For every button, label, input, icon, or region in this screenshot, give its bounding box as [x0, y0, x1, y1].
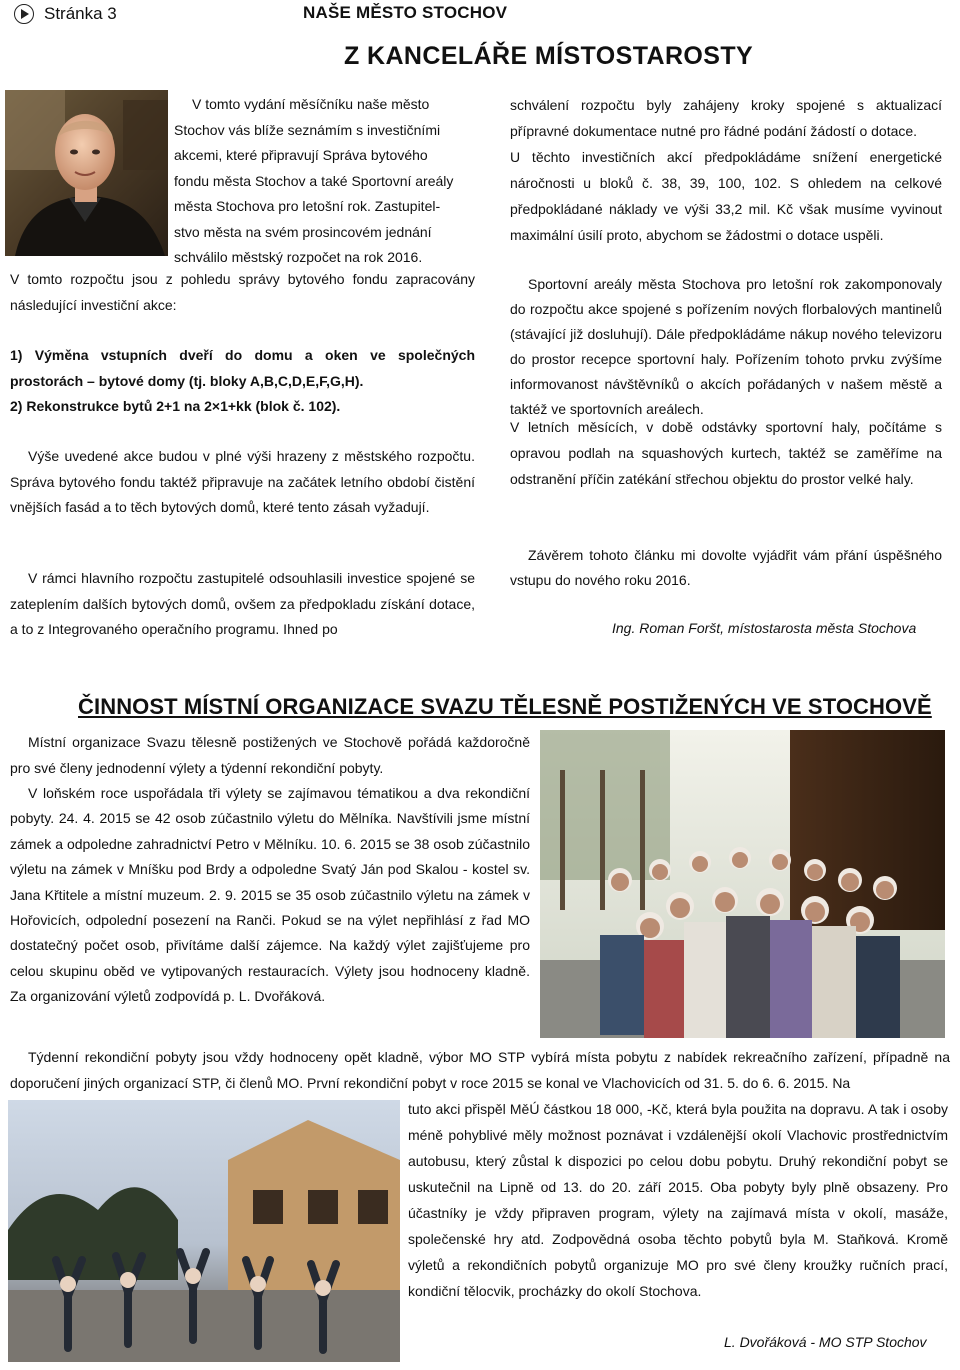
intro-line: akcemi, které připravují Správa bytového — [174, 147, 428, 163]
article-title: ČINNOST MÍSTNÍ ORGANIZACE SVAZU TĚLESNĚ POSTIŽENÝCH VE STOCHOVĚ — [78, 694, 932, 719]
running-head: NAŠE MĚSTO STOCHOV — [303, 3, 508, 22]
deputy-right-paragraph-2: U těchto investičních akcí předpokládáme snížení energetické náročnosti u bloků č. 38, 39, 100, 102. S ohledem na celkové předpokládané náklady ve výši 33,2 mil. Kč však musíme vyvinout maximální úsilí proto, abychom se žádostmi o dotace uspěli. — [510, 149, 942, 243]
page-marker — [14, 4, 117, 24]
play-icon — [14, 4, 34, 24]
deputy-insulation-paragraph: V rámci hlavního rozpočtu zastupitelé odsouhlasili investice spojené se zateplením dalších bytových domů, ovšem za předpokladu získání dotace, a to z Integrovaného operačního programu. Ihned po — [10, 570, 475, 637]
stp-paragraph-1: Místní organizace Svazu tělesně postižených ve Stochově pořádá každoročně pro své členy jednodenní výlety a týdenní rekondiční pobyty. — [10, 734, 530, 776]
stp-paragraph-3-continued: tuto akci přispěl MěÚ částkou 18 000, -Kč, která byla použita na dopravu. A tak i osoby méně pohyblivé měly možnost poznávat i vzdálenější okolí Vlachovic prostřednictvím autobusu, který zůstal k dispozici po celou dobu pobytu. Druhý rekondiční pobyt se uskutečnil na Lipně od 13. do 20. září 2015. Oba pobyty byly plně obsazeny. Pro účastníky je vždy připraven program, výlety na zajímavá místa v okolí, masáže, společenské hry atd. Zodpovědná osoba těchto pobytů byla M. Staňková. Kromě výletů a rekondičních pobytů organizuje MO pro své členy kroužky ručních prací, kondiční tělocvik, procházky do okolí Stochova. — [408, 1101, 948, 1299]
intro-line: stvo města na svém prosincovém jednání — [174, 223, 432, 240]
deputy-intro-rest: V tomto rozpočtu jsou z pohledu správy bytového fondu zapracovány následující investiční akce: — [10, 271, 475, 313]
intro-line: Stochov vás blíže seznámím s investičními — [174, 121, 441, 138]
deputy-right-paragraph-3: Sportovní areály města Stochova pro letošní rok zakomponovaly do rozpočtu akce spojené s pořízením nových florbalových mantinelů (stávající již dosluhují). Dále předpokládáme nákup nového televizoru do prostor recepce sportovní haly. Pořízením tohoto prvku zvýšíme informovanost návštěvníků o akcích pořádaných v našem městě a taktéž ve sportovních areálech. — [510, 276, 942, 417]
deputy-funding-paragraph: Výše uvedené akce budou v plné výši hrazeny z městského rozpočtu. Správa bytového fondu taktéž připravuje na začátek letního období čistění vnějších fasád a to těch bytových domů, které tento zásah vyžadují. — [10, 448, 475, 515]
intro-line: V tomto vydání měsíčníku naše město — [192, 96, 430, 112]
intro-line: schválilo městský rozpočet na rok 2016. — [174, 249, 423, 265]
investment-action-2: 2) Rekonstrukce bytů 2+1 na 2×1+kk (blok č. 102). — [10, 398, 341, 414]
intro-line: města Stochova pro letošní rok. Zastupitel- — [174, 198, 441, 214]
deputy-signature: Ing. Roman Foršt, místostarosta města Stochova — [612, 620, 917, 636]
stp-signature: L. Dvořáková - MO STP Stochov — [724, 1334, 927, 1350]
deputy-right-paragraph-4: V letních měsících, v době odstávky sportovní haly, počítáme s opravou podlah na squashových kurtech, taktéž se zaměříme na odstranění příčin zatékání střechou objektu do prostor velké haly. — [510, 419, 942, 487]
investment-action-1: 1) Výměna vstupních dveří do domu a oken ve společných prostorách – bytové domy (tj. bloky A,B,C,D,E,F,G,H). — [10, 347, 475, 389]
deputy-right-paragraph-1: schválení rozpočtu byly zahájeny kroky spojené s aktualizací přípravné dokumentace nutné pro řádné podání žádostí o dotace. — [510, 97, 942, 139]
group-trip-photo — [540, 730, 945, 1038]
exercise-photo — [8, 1100, 400, 1362]
page-label: Stránka 3 — [44, 4, 117, 23]
intro-line: fondu města Stochov a také Sportovní areály — [174, 172, 454, 189]
deputy-portrait-photo — [5, 90, 168, 256]
stp-paragraph-3: Týdenní rekondiční pobyty jsou vždy hodnoceny opět kladně, výbor MO STP vybírá místa pobytu z nabídek rekreačního zařízení, případně na doporučení jiných organizací STP, či členů MO. První rekondiční pobyt v roce 2015 se konal ve Vlachovicích od 31. 5. do 6. 6. 2015. Na — [10, 1049, 950, 1091]
deputy-intro-wrap — [174, 92, 475, 271]
stp-paragraph-2: V loňském roce uspořádala tři výlety se zajímavou tématikou a dva rekondiční pobyty. 24. 4. 2015 se 42 osob zúčastnilo výletu do Mělníka. Navštívili jsme místní zámek a odpoledne zahradnictví Petro v Mělníku. 10. 6. 2015 se 38 osob zúčastnilo výletu na zámek v Mníšku pod Brdy a odpoledne Svatý Ján pod Skalou - kostel sv. Jana Křtitele a místní muzeum. 2. 9. 2015 se 35 osob zúčastnilo výletu na zámek v Hořovicích, odpolední posezení na Ranči. Pokud se na výlet nepřihlásí z řad MO dostatečný počet osob, přivítáme další zájemce. Na každý výlet zajišťujeme pro celou skupinu oběd ve vytipovaných restauracích. Výlety jsou hodnoceny kladně. Za organizování výletů zodpovídá p. L. Dvořáková. — [10, 785, 530, 1005]
deputy-right-paragraph-5: Závěrem tohoto článku mi dovolte vyjádřit vám přání úspěšného vstupu do nového roku 2016. — [510, 547, 942, 588]
section-title: Z KANCELÁŘE MÍSTOSTAROSTY — [344, 42, 754, 70]
